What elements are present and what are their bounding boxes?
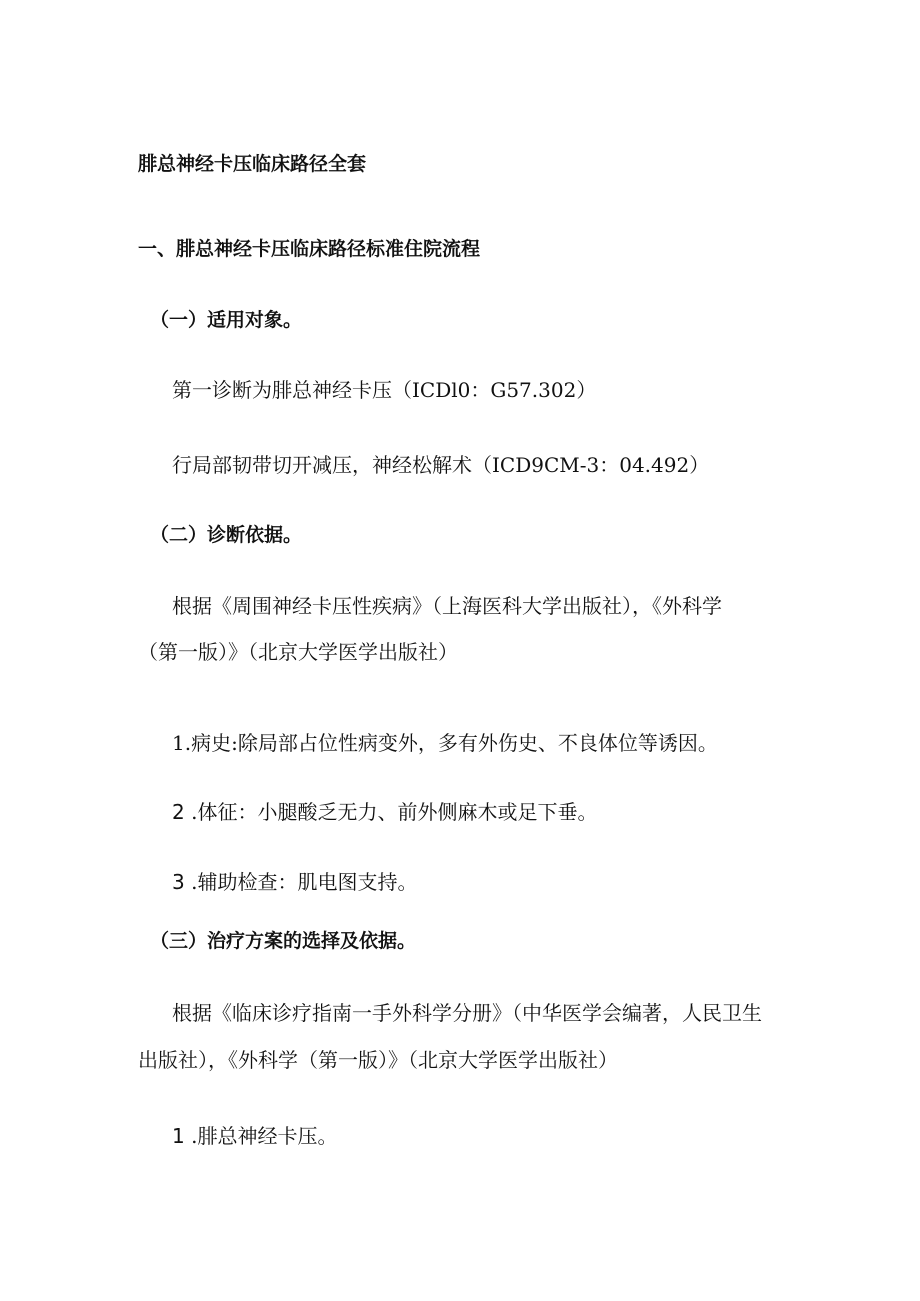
list-text: .体征：小腿酸乏无力、前外侧麻木或足下垂。	[191, 800, 598, 824]
list-text: .腓总神经卡压。	[191, 1124, 338, 1148]
section-heading: 一、腓总神经卡压临床路径标准住院流程	[138, 238, 481, 260]
document-title: 腓总神经卡压临床路径全套	[138, 153, 367, 175]
paragraph-procedure: 行局部韧带切开减压，神经松解术（ICD9CM-3：04.492）	[172, 453, 710, 477]
subsection-heading-treatment: （三）治疗方案的选择及依据。	[150, 930, 417, 952]
list-item-signs	[172, 802, 597, 822]
subsection-heading-diagnostic-basis: （二）诊断依据。	[150, 524, 303, 546]
paragraph-treatment-reference-line1: 根据《临床诊疗指南一手外科学分册》（中华医学会编著，人民卫生	[172, 1001, 762, 1025]
subsection-heading-applicable: （一）适用对象。	[150, 309, 303, 331]
list-item-auxiliary-exam	[172, 872, 417, 892]
paragraph-diagnosis: 第一诊断为腓总神经卡压（ICDl0：G57.302）	[172, 378, 597, 402]
list-number: 3	[172, 870, 185, 894]
paragraph-reference-line1: 根据《周围神经卡压性疾病》（上海医科大学出版社），《外科学	[172, 594, 722, 618]
list-item-peroneal-entrapment	[172, 1126, 337, 1146]
list-text: .辅助检查：肌电图支持。	[191, 870, 418, 894]
list-number: 2	[172, 800, 185, 824]
list-number: 1	[172, 1124, 185, 1148]
paragraph-treatment-reference-line2: 出版社），《外科学（第一版）》（北京大学医学出版社）	[138, 1048, 618, 1072]
paragraph-reference-line2: （第一版）》（北京大学医学出版社）	[138, 640, 458, 664]
list-item-history: 1.病史:除局部占位性病变外，多有外伤史、不良体位等诱因。	[172, 731, 718, 755]
